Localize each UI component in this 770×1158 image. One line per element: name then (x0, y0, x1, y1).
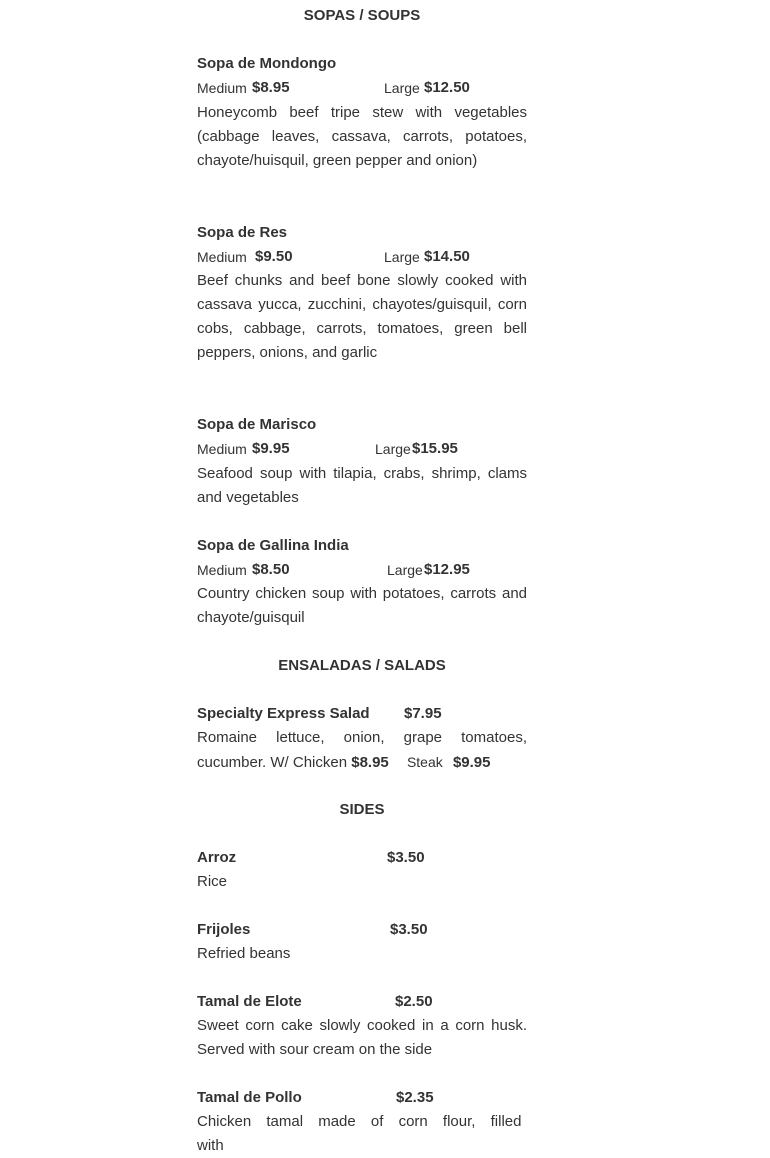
menu-item-name (197, 221, 527, 245)
item-description-res: Beef chunks and beef bone slowly cooked with cassava yucca, zucchini, chayotes/guisquil, corn cobs, cabbage, carrots, tomatoes, green bell peppers, onions, and garlic (197, 272, 527, 361)
item-name-elote: Tamal de Elote (197, 993, 302, 1010)
item-description-marisco: Seafood soup with tilapia, crabs, shrimp, clams and vegetables (197, 465, 527, 506)
large-price: $14.50 (424, 248, 470, 265)
medium-label: Medium (197, 80, 247, 96)
item-name-salad: Specialty Express Salad (197, 705, 370, 722)
menu-item-name (197, 413, 527, 437)
item-name-res: Sopa de Res (197, 224, 288, 241)
elote-price: $2.50 (395, 993, 433, 1010)
item-name-arroz: Arroz (197, 849, 237, 866)
medium-price: $9.95 (252, 440, 290, 457)
salad-row (197, 702, 527, 726)
large-label: Large (387, 562, 423, 578)
item-description-arroz: Rice (197, 873, 228, 890)
item-description-frijoles: Refried beans (197, 945, 291, 962)
side-row-pollo (197, 1086, 527, 1110)
large-price: $12.95 (424, 561, 470, 578)
menu-item-name (197, 52, 527, 76)
salad-description-text: Romaine lettuce, onion, grape tomatoes, cucumber. W/ Chicken (197, 729, 527, 771)
large-label: Large (384, 80, 420, 96)
item-description-elote: Sweet corn cake slowly cooked in a corn husk. Served with sour cream on the side (197, 1017, 527, 1058)
price-row-mondongo (197, 76, 527, 100)
large-price: $12.50 (424, 79, 470, 96)
medium-label: Medium (197, 441, 247, 457)
item-name-frijoles: Frijoles (197, 921, 251, 938)
sides-heading: SIDES (339, 801, 385, 818)
medium-price: $8.50 (252, 561, 290, 578)
menu-item-name (197, 534, 527, 558)
item-description-pollo: Chicken tamal made of corn flour, filled with (197, 1113, 522, 1154)
item-description-mondongo: Honeycomb beef tripe stew with vegetables (cabbage leaves, cassava, carrots, potatoes, chayote/huisquil, green pepper and onion) (197, 104, 527, 169)
arroz-price: $3.50 (387, 849, 425, 866)
item-name-mondongo: Sopa de Mondongo (197, 55, 337, 72)
item-name-pollo: Tamal de Pollo (197, 1089, 302, 1106)
medium-price: $9.50 (255, 248, 293, 265)
steak-price: $9.95 (452, 754, 491, 771)
item-description-gallina: Country chicken soup with potatoes, carrots and chayote/guisquil (197, 585, 527, 626)
soups-heading: SOPAS / SOUPS (303, 7, 421, 24)
item-description-salad (197, 726, 527, 775)
price-row-res (197, 245, 527, 269)
side-row-elote (197, 990, 527, 1014)
pollo-price: $2.35 (396, 1089, 434, 1106)
large-label: Large (384, 249, 420, 265)
chicken-price: $8.95 (351, 754, 389, 771)
frijoles-price: $3.50 (390, 921, 428, 938)
side-row-arroz (197, 846, 527, 870)
salad-price: $7.95 (404, 705, 442, 722)
medium-label: Medium (197, 249, 247, 265)
steak-label: Steak (406, 754, 443, 770)
item-name-marisco: Sopa de Marisco (197, 416, 317, 433)
item-name-gallina: Sopa de Gallina India (197, 537, 349, 554)
price-row-gallina (197, 558, 527, 582)
side-row-frijoles (197, 918, 527, 942)
large-label: Large (375, 441, 411, 457)
large-price: $15.95 (412, 440, 458, 457)
price-row-marisco (197, 437, 527, 461)
medium-label: Medium (197, 562, 247, 578)
medium-price: $8.95 (252, 79, 290, 96)
salads-heading: ENSALADAS / SALADS (278, 657, 446, 674)
